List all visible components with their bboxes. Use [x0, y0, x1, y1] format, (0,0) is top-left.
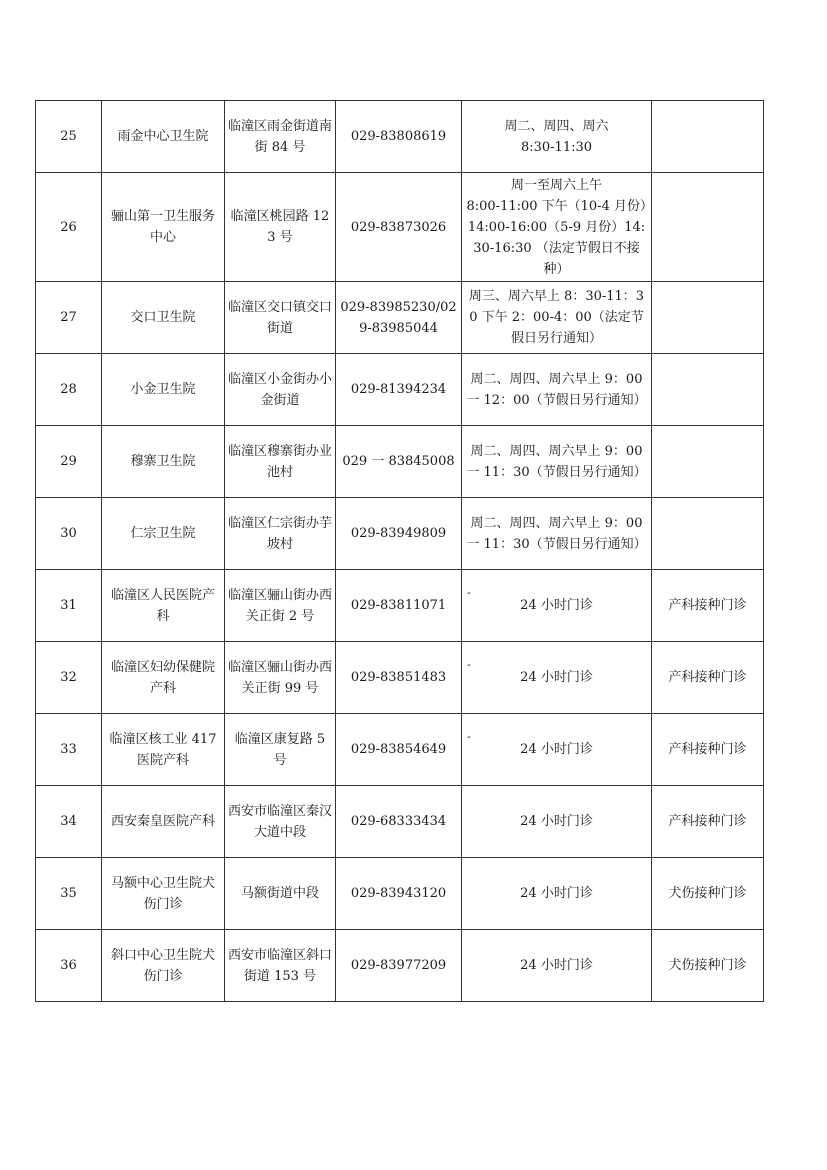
- table-row: [36, 282, 764, 354]
- clinic-name: 小金卫生院: [102, 354, 225, 426]
- hours-text: 24 小时门诊: [520, 958, 593, 973]
- clinic-note: [652, 426, 764, 498]
- clinic-name: 骊山第一卫生服务中心: [102, 173, 225, 282]
- table-row: [36, 426, 764, 498]
- clinic-phone: 029-83854649: [336, 714, 462, 786]
- vaccination-clinic-table: [35, 100, 764, 1002]
- hours-text: 周二、周四、周六早上 9：00 一 12：00（节假日另行通知）: [466, 371, 647, 408]
- row-number: 25: [36, 101, 102, 173]
- table-row: [36, 101, 764, 173]
- clinic-phone: 029-81394234: [336, 354, 462, 426]
- hours-text: 24 小时门诊: [520, 598, 593, 613]
- clinic-note: 产科接种门诊: [652, 642, 764, 714]
- clinic-note: 犬伤接种门诊: [652, 858, 764, 930]
- clinic-name: 临潼区人民医院产科: [102, 570, 225, 642]
- table-row: [36, 570, 764, 642]
- clinic-address: 临潼区桃园路 123 号: [225, 173, 336, 282]
- clinic-note: 产科接种门诊: [652, 714, 764, 786]
- table-row: [36, 714, 764, 786]
- service-hours: [462, 498, 652, 570]
- clinic-note: [652, 101, 764, 173]
- service-hours: [462, 642, 652, 714]
- clinic-phone: 029-68333434: [336, 786, 462, 858]
- row-number: 33: [36, 714, 102, 786]
- clinic-phone: 029-83977209: [336, 930, 462, 1002]
- row-number: 28: [36, 354, 102, 426]
- hours-text: 24 小时门诊: [520, 742, 593, 757]
- row-number: 26: [36, 173, 102, 282]
- row-number: 27: [36, 282, 102, 354]
- stray-dash-mark: -: [467, 730, 471, 743]
- service-hours: [462, 354, 652, 426]
- clinic-address: 马额街道中段: [225, 858, 336, 930]
- table-row: [36, 858, 764, 930]
- clinic-name: 马额中心卫生院犬伤门诊: [102, 858, 225, 930]
- clinic-phone: 029-83943120: [336, 858, 462, 930]
- clinic-address: 西安市临潼区斜口街道 153 号: [225, 930, 336, 1002]
- stray-dash-mark: -: [467, 586, 471, 599]
- service-hours: [462, 101, 652, 173]
- clinic-note: 犬伤接种门诊: [652, 930, 764, 1002]
- clinic-name: 穆寨卫生院: [102, 426, 225, 498]
- table-row: [36, 354, 764, 426]
- hours-text: 周二、周四、周六 8:30-11:30: [504, 118, 609, 155]
- hours-text: 周二、周四、周六早上 9：00 一 11：30（节假日另行通知）: [466, 443, 647, 480]
- hours-text: 周一至周六上午 8:00-11:00 下午（10-4 月份）14:00-16:00（5-9 月份）14:30-16:30 （法定节假日不接种）: [466, 177, 647, 277]
- clinic-address: 临潼区康复路 5 号: [225, 714, 336, 786]
- table-row: [36, 498, 764, 570]
- clinic-phone: 029 一 83845008: [336, 426, 462, 498]
- hours-text: 24 小时门诊: [520, 670, 593, 685]
- table-row: [36, 930, 764, 1002]
- clinic-name: 仁宗卫生院: [102, 498, 225, 570]
- row-number: 30: [36, 498, 102, 570]
- hours-text: 周二、周四、周六早上 9：00 一 11：30（节假日另行通知）: [466, 515, 647, 552]
- service-hours: [462, 426, 652, 498]
- row-number: 35: [36, 858, 102, 930]
- clinic-note: [652, 282, 764, 354]
- row-number: 34: [36, 786, 102, 858]
- clinic-address: 临潼区雨金街道南街 84 号: [225, 101, 336, 173]
- clinic-phone: 029-83811071: [336, 570, 462, 642]
- service-hours: [462, 282, 652, 354]
- clinic-address: 临潼区仁宗街办芋坡村: [225, 498, 336, 570]
- clinic-note: 产科接种门诊: [652, 570, 764, 642]
- hours-text: 24 小时门诊: [520, 886, 593, 901]
- stray-dash-mark: -: [467, 658, 471, 671]
- row-number: 31: [36, 570, 102, 642]
- clinic-phone: 029-83808619: [336, 101, 462, 173]
- clinic-name: 雨金中心卫生院: [102, 101, 225, 173]
- service-hours: [462, 930, 652, 1002]
- clinic-phone: 029-83873026: [336, 173, 462, 282]
- row-number: 29: [36, 426, 102, 498]
- clinic-note: [652, 498, 764, 570]
- service-hours: [462, 173, 652, 282]
- clinic-note: 产科接种门诊: [652, 786, 764, 858]
- service-hours: [462, 714, 652, 786]
- table-row: [36, 173, 764, 282]
- clinic-note: [652, 354, 764, 426]
- row-number: 36: [36, 930, 102, 1002]
- clinic-name: 交口卫生院: [102, 282, 225, 354]
- clinic-address: 西安市临潼区秦汉大道中段: [225, 786, 336, 858]
- clinic-name: 临潼区妇幼保健院产科: [102, 642, 225, 714]
- hours-text: 24 小时门诊: [520, 814, 593, 829]
- row-number: 32: [36, 642, 102, 714]
- clinic-phone: 029-83985230/029-83985044: [336, 282, 462, 354]
- clinic-address: 临潼区骊山街办西关正街 99 号: [225, 642, 336, 714]
- clinic-note: [652, 173, 764, 282]
- clinic-address: 临潼区小金街办小金街道: [225, 354, 336, 426]
- hours-text: 周三、周六早上 8：30-11：30 下午 2：00-4：00（法定节假日另行通知）: [468, 289, 645, 346]
- table-row: [36, 786, 764, 858]
- clinic-name: 西安秦皇医院产科: [102, 786, 225, 858]
- table-row: [36, 642, 764, 714]
- clinic-name: 临潼区核工业 417 医院产科: [102, 714, 225, 786]
- service-hours: [462, 786, 652, 858]
- clinic-address: 临潼区交口镇交口街道: [225, 282, 336, 354]
- service-hours: [462, 858, 652, 930]
- clinic-address: 临潼区穆寨街办业池村: [225, 426, 336, 498]
- clinic-name: 斜口中心卫生院犬伤门诊: [102, 930, 225, 1002]
- clinic-address: 临潼区骊山街办西关正街 2 号: [225, 570, 336, 642]
- service-hours: [462, 570, 652, 642]
- clinic-phone: 029-83949809: [336, 498, 462, 570]
- clinic-phone: 029-83851483: [336, 642, 462, 714]
